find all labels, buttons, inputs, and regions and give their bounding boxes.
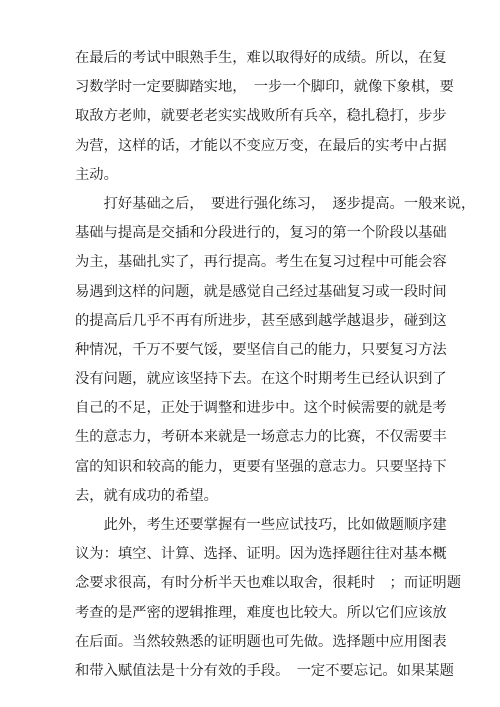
paragraph-strengthen-practice — [75, 190, 476, 511]
text-line: 没有问题，就应该坚持下去。在这个时期考生已经认识到了 — [75, 371, 447, 388]
text-line: 考查的是严密的逻辑推理，难度也比较大。所以它们应该放 — [75, 604, 447, 621]
text-line: 的提高后几乎不再有所进步，甚至感到越学越退步，碰到这 — [75, 312, 447, 329]
text-line: 议为：填空、计算、选择、证明。因为选择题往往对基本概 — [75, 546, 447, 563]
text-line: 富的知识和较高的能力，更要有坚强的意志力。只要坚持下 — [75, 458, 447, 475]
text-line: 去，就有成功的希望。 — [75, 487, 218, 504]
text-line: 为营，这样的话，才能以不变应万变，在最后的实考中占据 — [75, 137, 447, 154]
document-body — [75, 44, 476, 686]
text-line: 生的意志力，考研本来就是一场意志力的比赛，不仅需要丰 — [75, 429, 447, 446]
text-line: 易遇到这样的问题，就是感觉自己经过基础复习或一段时间 — [75, 283, 447, 300]
text-line: 和带入赋值法是十分有效的手段。 一定不要忘记。如果某题 — [75, 662, 454, 679]
text-line: 习数学时一定要脚踏实地， 一步一个脚印，就像下象棋，要 — [75, 79, 454, 96]
text-line: 在后面。当然较熟悉的证明题也可先做。选择题中应用图表 — [75, 633, 447, 650]
text-line: 取敌方老帅，就要老老实实战败所有兵卒，稳扎稳打，步步 — [75, 108, 447, 125]
text-line: 种情况，千万不要气馁，要坚信自己的能力，只要复习方法 — [75, 341, 447, 358]
text-line: 为主，基础扎实了，再行提高。考生在复习过程中可能会容 — [75, 254, 447, 271]
text-line: 基础与提高是交插和分段进行的，复习的第一个阶段以基础 — [75, 225, 447, 242]
text-line: 念要求很高，有时分析半天也难以取舍，很耗时 ；而证明题 — [75, 575, 462, 592]
text-line: 打好基础之后， 要进行强化练习， 逐步提高。一般来说， — [75, 195, 476, 212]
text-line: 在最后的考试中眼熟手生，难以取得好的成绩。所以，在复 — [75, 50, 447, 66]
paragraph-exam-skills — [75, 511, 462, 686]
paragraph-exam-mindset — [75, 44, 454, 190]
text-line: 自己的不足，正处于调整和进步中。这个时候需要的就是考 — [75, 400, 447, 417]
text-line: 主动。 — [75, 166, 118, 183]
text-line: 此外，考生还要掌握有一些应试技巧，比如做题顺序建 — [75, 517, 447, 533]
